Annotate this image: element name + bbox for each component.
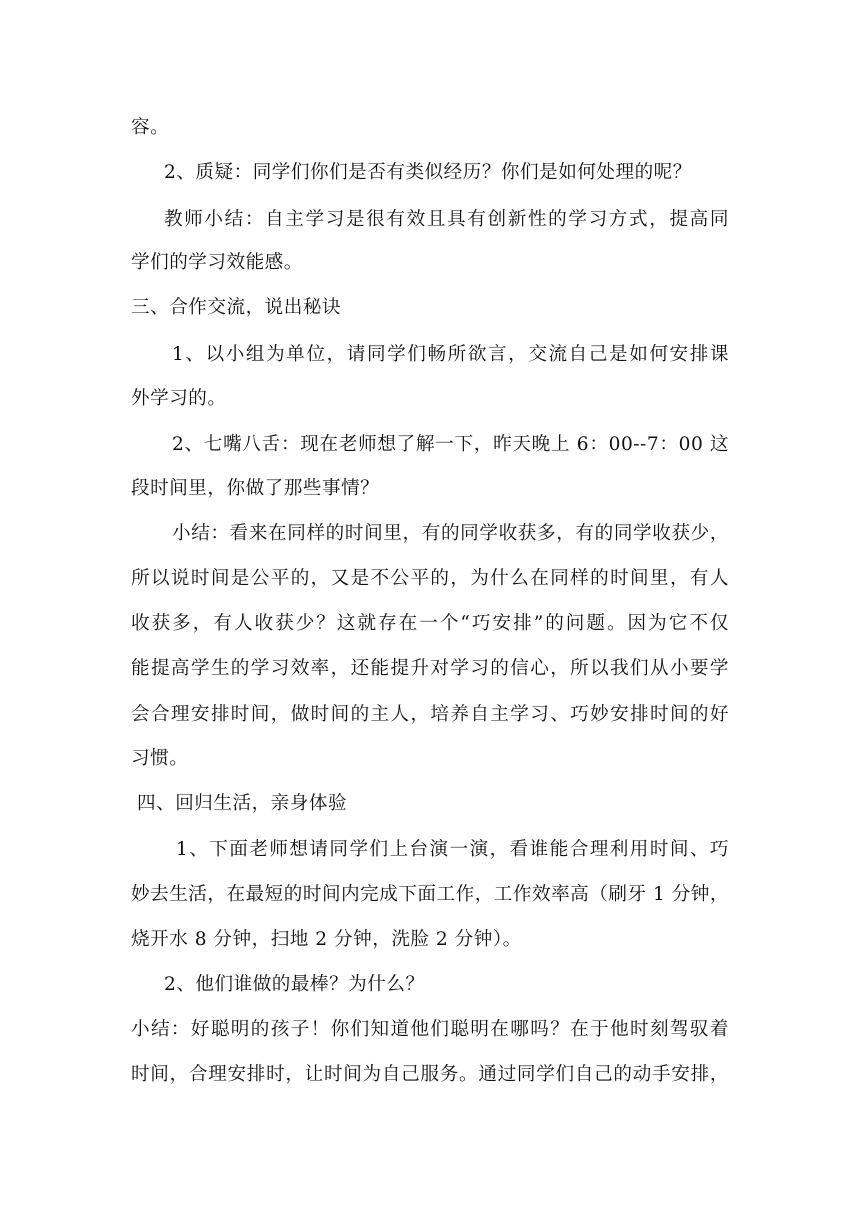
text-line-4: 学们的学习效能感。 [131,252,303,273]
text-line-22: 时间，合理安排时，让时间为自己服务。通过同学们自己的动手安排， [131,1064,729,1085]
text-line-13: 能提高学生的学习效率，还能提升对学习的信心，所以我们从小要学 [131,658,729,679]
text-line-18: 妙去生活，在最短的时间内完成下面工作，工作效率高（刷牙 1 分钟， [131,884,729,905]
section-heading-3: 三、合作交流，说出秘诀 [131,297,342,318]
text-line-19: 烧开水 8 分钟，扫地 2 分钟，洗脸 2 分钟）。 [131,929,522,950]
text-line-15: 习惯。 [131,748,189,769]
text-line-10: 小结：看来在同样的时间里，有的同学收获多，有的同学收获少， [172,523,729,544]
text-line-2: 2、质疑：同学们你们是否有类似经历？你们是如何处理的呢？ [164,162,692,183]
text-line-7: 外学习的。 [131,388,227,409]
text-line-9: 段时间里，你做了那些事情？ [131,478,380,499]
text-line-12: 收获多，有人收获少？这就存在一个“巧安排”的问题。因为它不仅 [131,613,729,634]
text-line-11: 所以说时间是公平的，又是不公平的，为什么在同样的时间里，有人 [131,568,729,589]
text-line-17: 1、下面老师想请同学们上台演一演，看谁能合理利用时间、巧 [176,839,729,860]
text-line-21: 小结：好聪明的孩子！你们知道他们聪明在哪吗？在于他时刻驾驭着 [131,1019,729,1040]
text-line-8: 2、七嘴八舌：现在老师想了解一下，昨天晚上 6：00--7：00 这 [172,434,729,455]
text-line-3: 教师小结：自主学习是很有效且具有创新性的学习方式，提高同 [164,209,729,230]
text-line-14: 会合理安排时间，做时间的主人，培养自主学习、巧妙安排时间的好 [131,704,729,725]
text-line-20: 2、他们谁做的最棒？为什么？ [164,974,425,995]
text-line-1: 容。 [131,117,170,138]
section-heading-4: 四、回归生活，亲身体验 [137,793,348,814]
text-line-6: 1、以小组为单位，请同学们畅所欲言，交流自己是如何安排课 [172,344,729,365]
